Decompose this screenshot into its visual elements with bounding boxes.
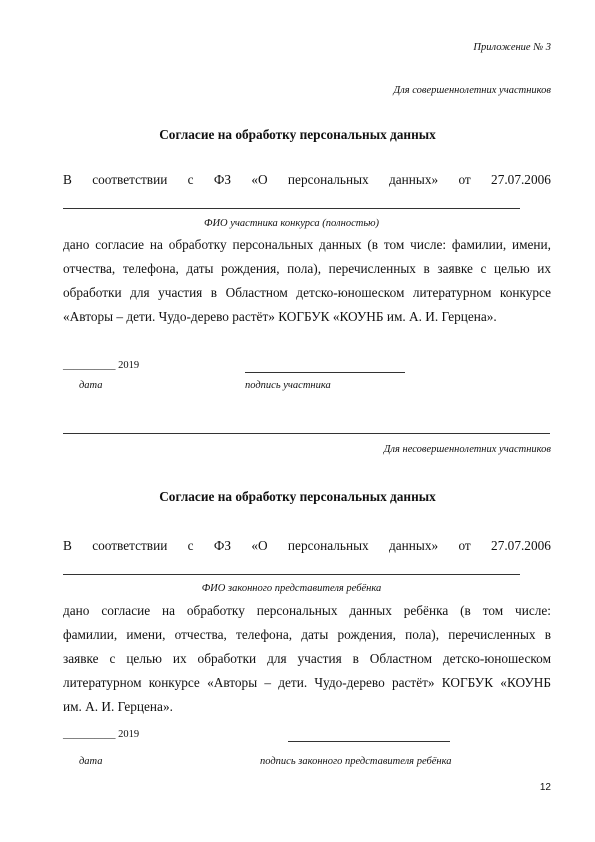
intro-word: 27.07.2006: [491, 172, 551, 187]
section2-intro-line: [63, 538, 551, 554]
intro-word: «О: [251, 538, 268, 553]
participant-name-line[interactable]: [63, 208, 520, 209]
intro-word: соответствии: [92, 538, 168, 553]
section-divider: [63, 433, 550, 434]
intro-word: соответствии: [92, 172, 168, 187]
section1-body: [63, 233, 551, 329]
intro-word: с: [187, 538, 194, 553]
section1-title: Согласие на обработку персональных данных: [159, 127, 436, 142]
date-field[interactable]: __________ 2019: [63, 360, 140, 371]
guardian-name-line[interactable]: [63, 574, 520, 575]
intro-word: с: [187, 172, 194, 187]
signature-caption: подпись участника: [245, 380, 331, 391]
intro-word: 27.07.2006: [491, 538, 551, 553]
body-line: литературном конкурсе «Авторы – дети. Чудо-дерево растёт» КОГБУК «КОУНБ: [63, 675, 551, 690]
guardian-name-caption: ФИО законного представителя ребёнка: [201, 583, 382, 594]
appendix-label: Приложение № 3: [473, 42, 551, 53]
body-line: обработки для участия в Областном детско-юношеском литературном конкурсе: [63, 285, 551, 300]
intro-word: от: [458, 172, 471, 187]
date-caption: дата: [79, 380, 103, 391]
intro-word: В: [63, 538, 72, 553]
audience-label-minors: Для несовершеннолетних участников: [383, 444, 551, 455]
signature-line[interactable]: [288, 741, 450, 742]
intro-word: В: [63, 172, 72, 187]
intro-word: от: [458, 538, 471, 553]
signature-caption: подпись законного представителя ребёнка: [260, 756, 452, 767]
section2-title: Согласие на обработку персональных данных: [159, 489, 436, 504]
intro-word: персональных: [287, 538, 369, 553]
intro-word: данных»: [388, 538, 439, 553]
signature-line[interactable]: [245, 372, 405, 373]
body-line: заявке с целью их обработки для участия в Областном детско-юношеском: [63, 651, 551, 666]
intro-word: персональных: [287, 172, 369, 187]
intro-word: ФЗ: [213, 538, 232, 553]
intro-word: «О: [251, 172, 268, 187]
body-line: им. А. И. Герцена».: [63, 699, 173, 714]
intro-word: ФЗ: [213, 172, 232, 187]
body-line: отчества, телефона, даты рождения, пола), перечисленных в заявке с целью их: [63, 261, 551, 276]
date-caption: дата: [79, 756, 103, 767]
audience-label-adults: Для совершеннолетних участников: [393, 85, 551, 96]
body-line: дано согласие на обработку персональных данных (в том числе: фамилии, имени,: [63, 237, 551, 252]
section2-body: [63, 599, 551, 719]
section1-intro-line: [63, 172, 551, 188]
intro-word: данных»: [388, 172, 439, 187]
page-number: 12: [539, 782, 551, 793]
date-field[interactable]: __________ 2019: [63, 729, 140, 740]
participant-name-caption: ФИО участника конкурса (полностью): [204, 218, 379, 229]
body-line: дано согласие на обработку персональных данных ребёнка (в том числе:: [63, 603, 551, 618]
body-line: «Авторы – дети. Чудо-дерево растёт» КОГБУК «КОУНБ им. А. И. Герцена».: [63, 309, 497, 324]
body-line: фамилии, имени, отчества, телефона, даты рождения, пола), перечисленных в: [63, 627, 551, 642]
